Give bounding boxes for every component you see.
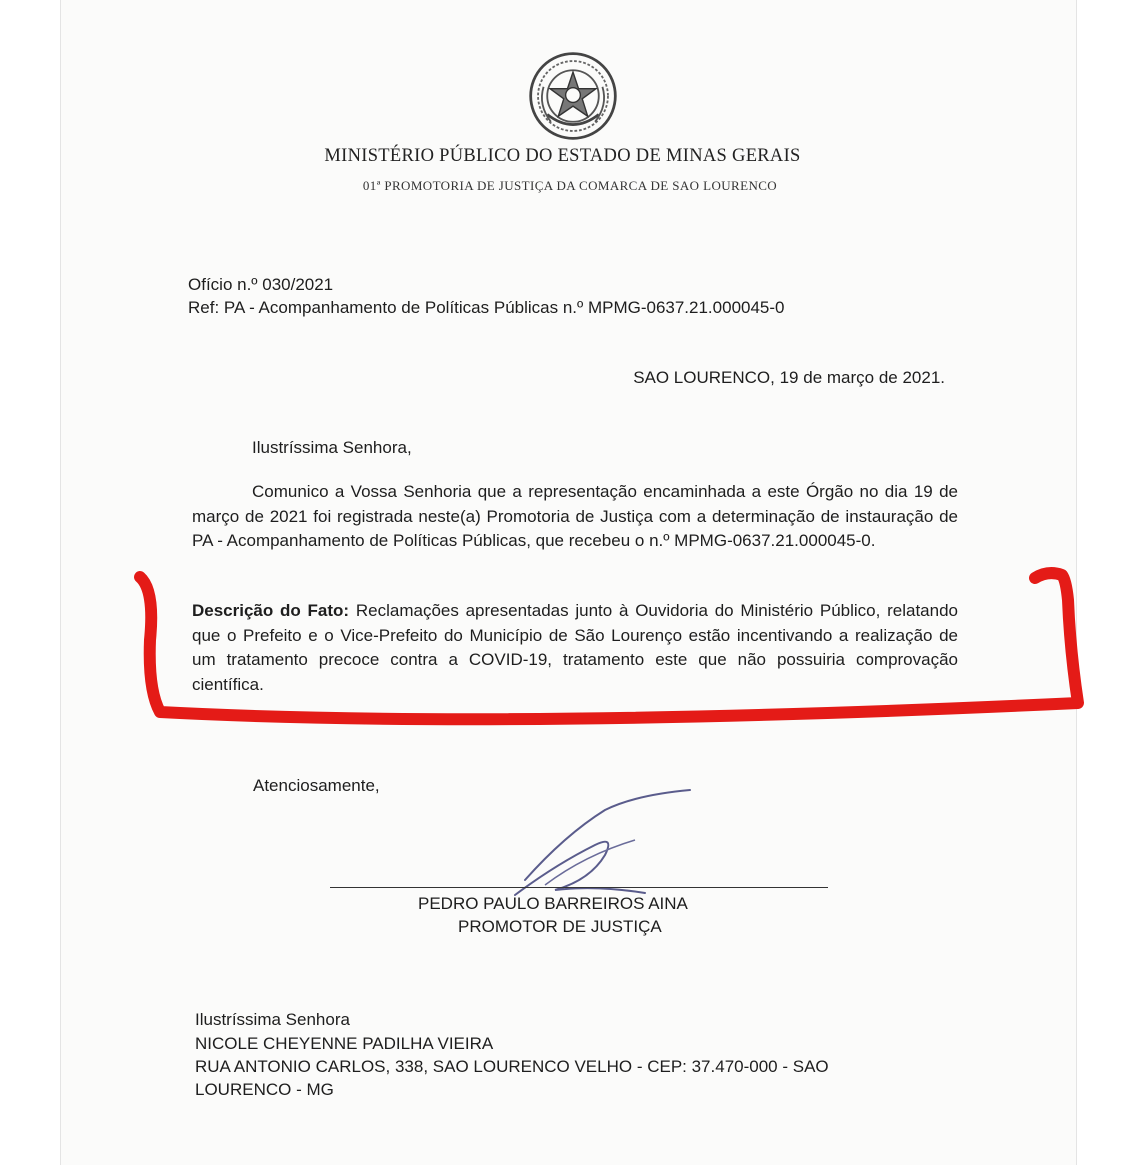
office-header: 01ª PROMOTORIA DE JUSTIÇA DA COMARCA DE SAO LOURENCO [362,178,778,193]
addressee-address-line2: LOURENCO - MG [195,1080,334,1099]
reference-line: Ref: PA - Acompanhamento de Políticas Públicas n.º MPMG-0637.21.000045-0 [188,298,785,317]
communication-paragraph [192,480,958,554]
date-line: SAO LOURENCO, 19 de março de 2021. [633,368,945,387]
communication-text: Comunico a Vossa Senhoria que a representação encaminhada a este Órgão no dia 19 de março de 2021 foi registrada neste(a) Promotoria de Justiça com a determinação de instauração de PA - Acompanhamento de Políticas Públicas, que recebeu o n.º MPMG-0637.21.000045-0. [192,482,958,550]
fact-description-paragraph [192,599,958,697]
fact-text: Reclamações apresentadas junto à Ouvidoria do Ministério Público, relatando que o Prefeito e o Vice-Prefeito do Município de São Lourenço estão incentivando a realização de um tratamento precoce contra a COVID-19, tratamento este que não possuiria comprovação científica. [192,601,958,694]
signatory-name: PEDRO PAULO BARREIROS AINA [418,894,688,913]
coat-of-arms-seal-icon [527,50,619,142]
oficio-number: Ofício n.º 030/2021 [188,275,334,294]
addressee-treatment: Ilustríssima Senhora [195,1010,350,1029]
institution-header: MINISTÉRIO PÚBLICO DO ESTADO DE MINAS GERAIS [324,146,801,166]
signature-line [330,887,828,888]
document-page [60,0,1077,1165]
addressee-address-line1: RUA ANTONIO CARLOS, 338, SAO LOURENCO VELHO - CEP: 37.470-000 - SAO [195,1057,829,1076]
fact-label: Descrição do Fato: [192,601,350,620]
closing: Atenciosamente, [253,776,380,795]
signatory-title: PROMOTOR DE JUSTIÇA [458,917,662,936]
addressee-name: NICOLE CHEYENNE PADILHA VIEIRA [195,1034,494,1053]
salutation: Ilustríssima Senhora, [252,438,412,457]
